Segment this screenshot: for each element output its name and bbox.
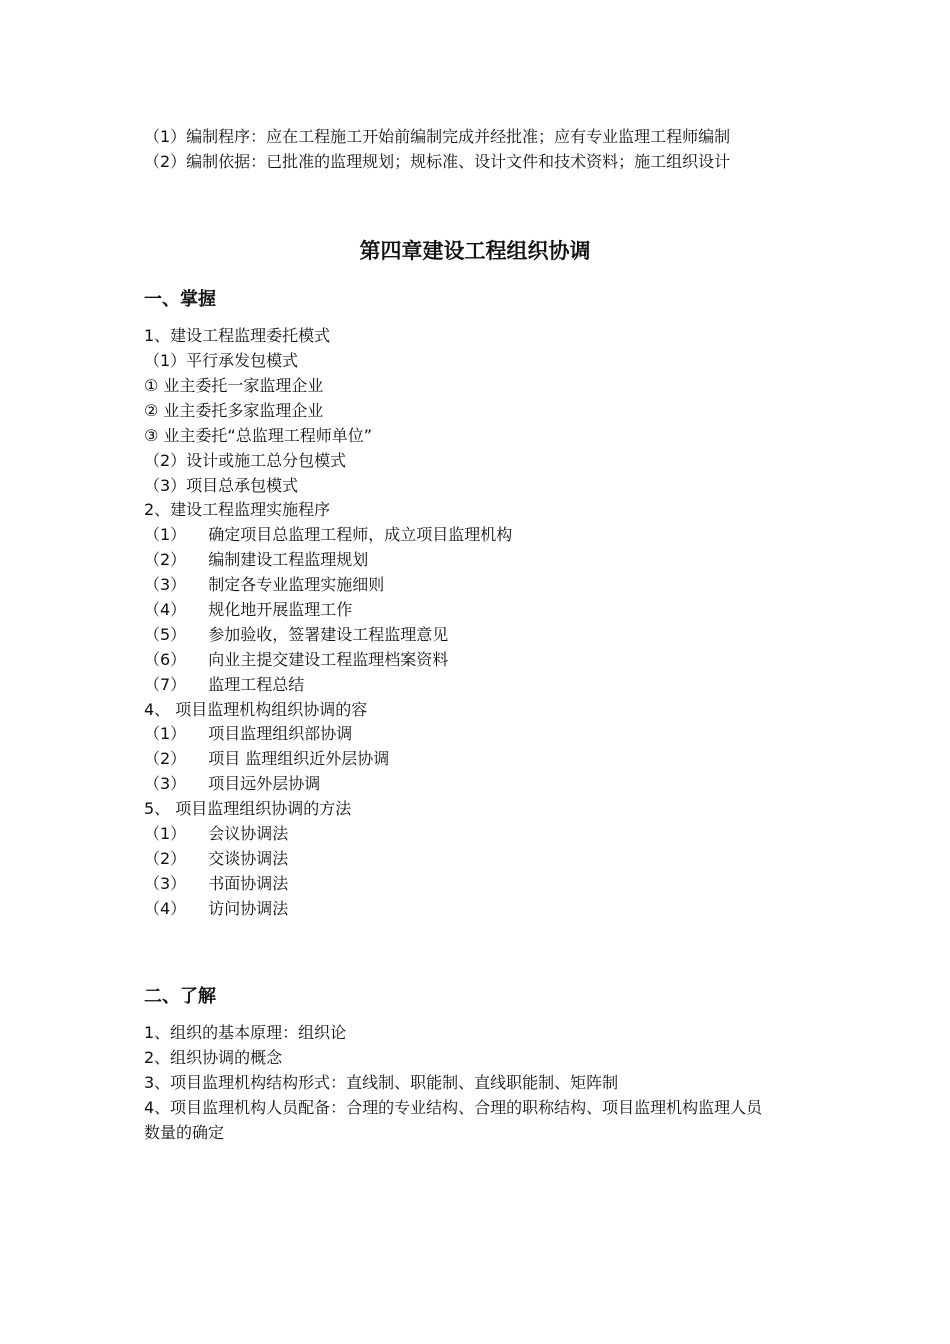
step-number: （3） (144, 575, 187, 594)
chapter-title: 第四章建设工程组织协调 (359, 239, 591, 263)
step-number: （2） (144, 550, 187, 569)
list-item (144, 575, 384, 595)
section-heading-master: 一、掌握 (144, 289, 216, 310)
list-item (144, 550, 368, 570)
list-item: 5、 项目监理组织协调的方法 (144, 799, 352, 818)
list-item: 1、建设工程监理委托模式 (144, 326, 331, 345)
list-item (144, 724, 352, 744)
list-item: 4、项目监理机构人员配备：合理的专业结构、合理的职称结构、项目监理机构监理人员 (144, 1098, 763, 1117)
list-item (144, 849, 288, 869)
step-text: 向业主提交建设工程监理档案资料 (208, 650, 449, 669)
step-number: （3） (144, 774, 187, 793)
list-item (144, 824, 288, 844)
step-text: 监理工程总结 (208, 675, 305, 694)
step-number: （4） (144, 899, 187, 918)
list-item (144, 650, 448, 670)
list-item (144, 749, 389, 769)
step-text: 项目 监理组织近外层协调 (208, 749, 390, 768)
step-text: 书面协调法 (208, 874, 289, 893)
list-item: （2）设计或施工总分包模式 (144, 451, 347, 470)
list-item (144, 625, 448, 645)
step-text: 确定项目总监理工程师，成立项目监理机构 (208, 525, 513, 544)
list-item (144, 600, 352, 620)
step-number: （3） (144, 874, 187, 893)
step-text: 参加验收，签署建设工程监理意见 (208, 625, 449, 644)
step-number: （5） (144, 625, 187, 644)
list-item: 2、建设工程监理实施程序 (144, 500, 331, 519)
step-number: （6） (144, 650, 187, 669)
list-item (144, 774, 320, 794)
list-item-continuation: 数量的确定 (144, 1123, 225, 1142)
step-number: （1） (144, 824, 187, 843)
list-item: ② 业主委托多家监理企业 (144, 401, 324, 420)
intro-line-2: （2）编制依据：已批准的监理规划；规标准、设计文件和技术资料；施工组织设计 (144, 152, 731, 171)
list-item: 3、项目监理机构结构形式：直线制、职能制、直线职能制、矩阵制 (144, 1073, 619, 1092)
step-number: （2） (144, 849, 187, 868)
step-number: （2） (144, 749, 187, 768)
step-number: （4） (144, 600, 187, 619)
step-text: 访问协调法 (208, 899, 289, 918)
section-heading-understand: 二、了解 (144, 986, 216, 1007)
step-number: （1） (144, 724, 187, 743)
step-text: 编制建设工程监理规划 (208, 550, 369, 569)
list-item: 2、组织协调的概念 (144, 1048, 283, 1067)
list-item: （3）项目总承包模式 (144, 476, 299, 495)
list-item: ① 业主委托一家监理企业 (144, 376, 324, 395)
list-item: 4、 项目监理机构组织协调的容 (144, 700, 368, 719)
list-item (144, 899, 288, 919)
list-item: ③ 业主委托“总监理工程师单位” (144, 426, 373, 445)
list-item: （1）平行承发包模式 (144, 351, 299, 370)
step-text: 制定各专业监理实施细则 (208, 575, 385, 594)
step-text: 项目监理组织部协调 (208, 724, 353, 743)
list-item: 1、组织的基本原理：组织论 (144, 1023, 347, 1042)
step-text: 会议协调法 (208, 824, 289, 843)
intro-line-1: （1）编制程序：应在工程施工开始前编制完成并经批准；应有专业监理工程师编制 (144, 127, 731, 146)
step-text: 规化地开展监理工作 (208, 600, 353, 619)
step-number: （7） (144, 675, 187, 694)
step-text: 交谈协调法 (208, 849, 289, 868)
list-item (144, 525, 512, 545)
step-number: （1） (144, 525, 187, 544)
step-text: 项目远外层协调 (208, 774, 321, 793)
list-item (144, 675, 304, 695)
list-item (144, 874, 288, 894)
